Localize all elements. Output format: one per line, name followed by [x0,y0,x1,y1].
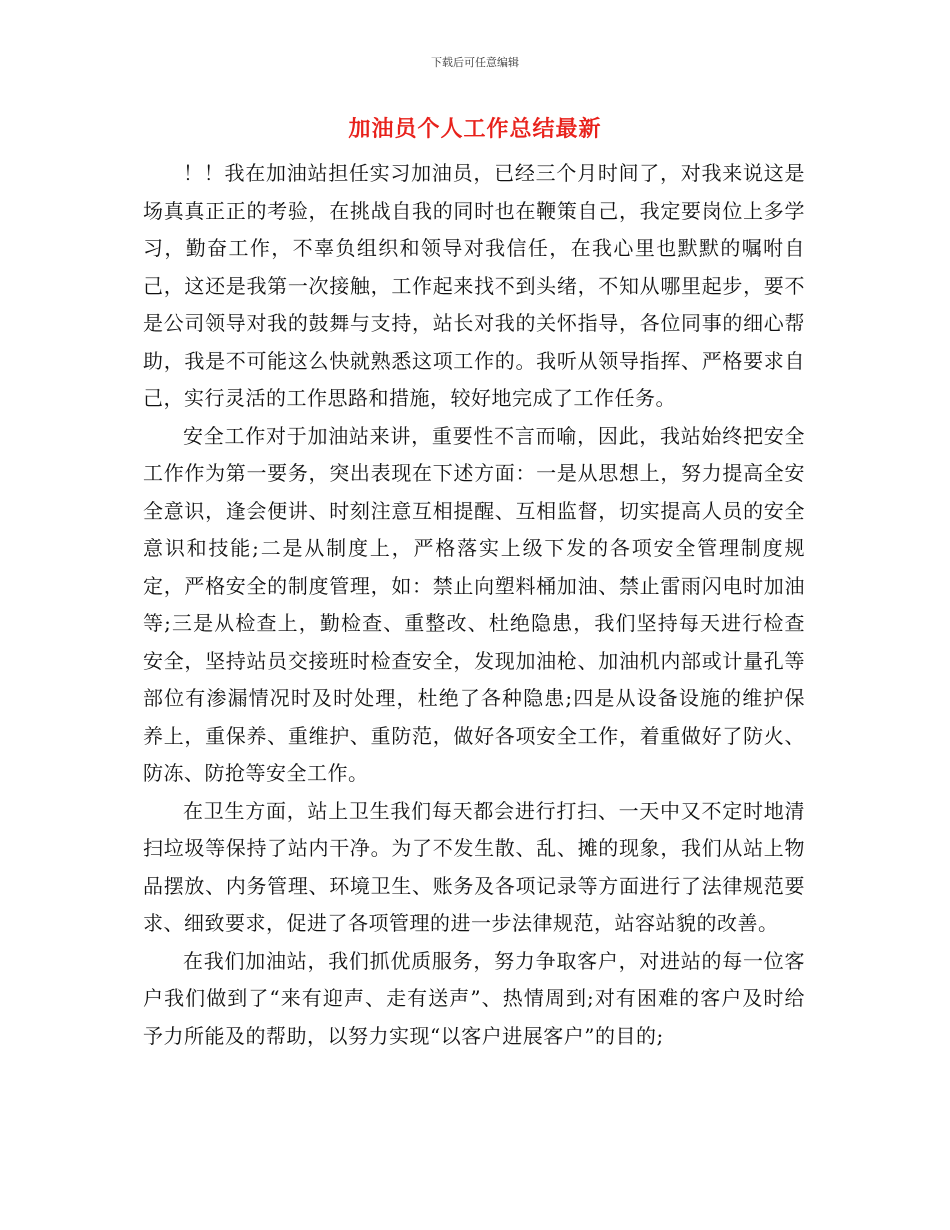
document-body [143,155,805,1055]
header-note: 下载后可任意编辑 [431,56,519,69]
paragraph-intro: ！！我在加油站担任实习加油员，已经三个月时间了，对我来说这是场真真正正的考验，在挑战自我的同时也在鞭策自己，我定要岗位上多学习，勤奋工作，不辜负组织和领导对我信任，在我心里也默默的嘱咐自己，这还是我第一次接触，工作起来找不到头绪，不知从哪里起步，要不是公司领导对我的鼓舞与支持，站长对我的关怀指导，各位同事的细心帮助，我是不可能这么快就熟悉这项工作的。我听从领导指挥、严格要求自己，实行灵活的工作思路和措施，较好地完成了工作任务。 [143,161,805,410]
document-title: 加油员个人工作总结最新 [348,117,602,142]
paragraph-service: 在我们加油站，我们抓优质服务，努力争取客户，对进站的每一位客户我们做到了“来有迎声、走有送声”、热情周到;对有困难的客户及时给予力所能及的帮助，以努力实现“以客户进展客户”的目的; [143,948,805,1048]
paragraph-hygiene: 在卫生方面，站上卫生我们每天都会进行打扫、一天中又不定时地清扫垃圾等保持了站内干净。为了不发生散、乱、摊的现象，我们从站上物品摆放、内务管理、环境卫生、账务及各项记录等方面进行了法律规范要求、细致要求，促进了各项管理的进一步法律规范，站容站貌的改善。 [143,798,805,935]
paragraph-safety: 安全工作对于加油站来讲，重要性不言而喻，因此，我站始终把安全工作作为第一要务，突出表现在下述方面：一是从思想上，努力提高全安全意识，逢会便讲、时刻注意互相提醒、互相监督，切实提高人员的安全意识和技能;二是从制度上，严格落实上级下发的各项安全管理制度规定，严格安全的制度管理，如：禁止向塑料桶加油、禁止雷雨闪电时加油等;三是从检查上，勤检查、重整改、杜绝隐患，我们坚持每天进行检查安全，坚持站员交接班时检查安全，发现加油枪、加油机内部或计量孔等部位有渗漏情况时及时处理，杜绝了各种隐患;四是从设备设施的维护保养上，重保养、重维护、重防范，做好各项安全工作，着重做好了防火、防冻、防抢等安全工作。 [143,423,805,785]
